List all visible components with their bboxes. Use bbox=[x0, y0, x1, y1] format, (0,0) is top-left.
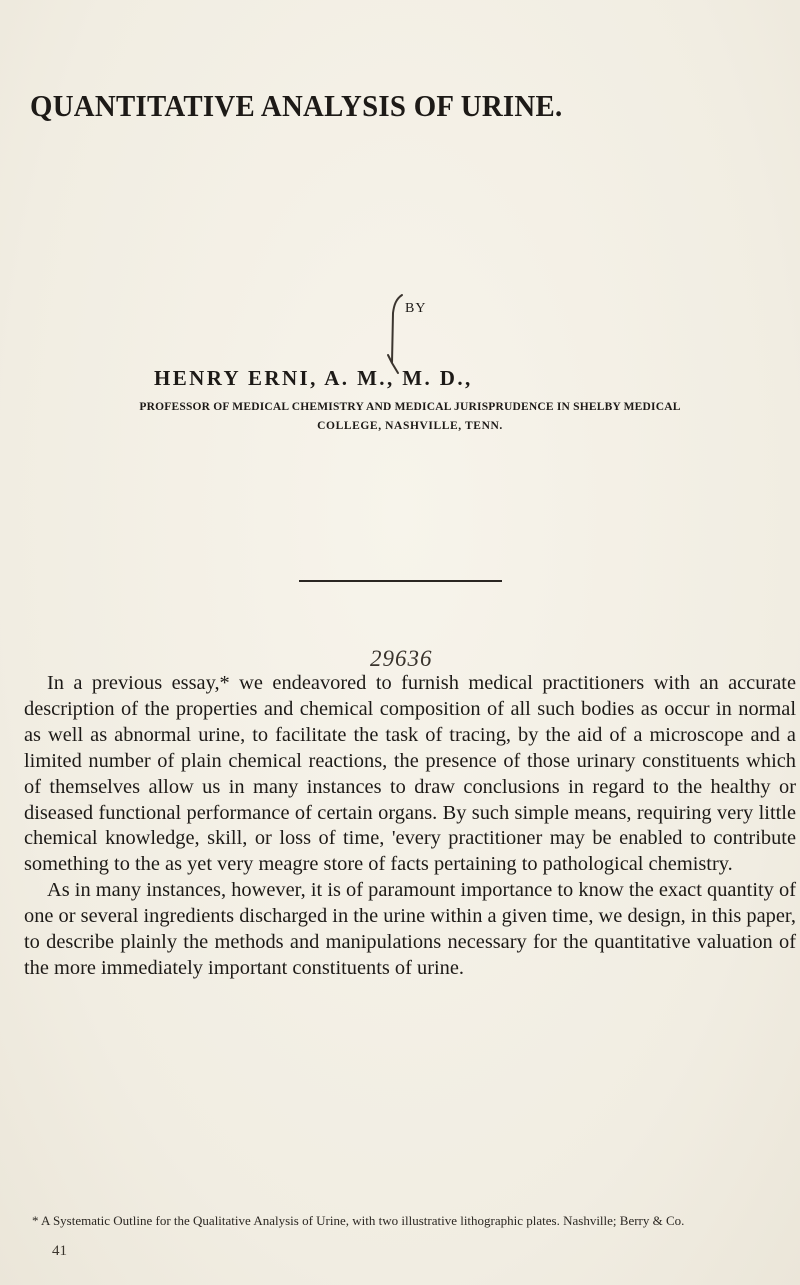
page-title: QUANTITATIVE ANALYSIS OF URINE. bbox=[30, 88, 563, 123]
paragraph-2: As in many instances, however, it is of paramount importance to know the exact quantity of one or several ingredients discharged in the urine within a given time, we design, in this paper, to describe plainly the methods and manipulations necessary for the quantitative valuation of the more immediately important constituents of urine. bbox=[24, 879, 796, 979]
author-name: HENRY ERNI, A. M., M. D., bbox=[154, 366, 473, 390]
footnote: * A Systematic Outline for the Qualitative Analysis of Urine, with two illustrative lithographic plates. Nashville; Berry & Co. bbox=[32, 1213, 685, 1228]
section-divider bbox=[299, 580, 502, 582]
handwritten-accession-number: 29636 bbox=[370, 646, 433, 671]
byline-label: BY bbox=[405, 301, 427, 316]
author-affiliation-line1: PROFESSOR OF MEDICAL CHEMISTRY AND MEDICAL JURISPRUDENCE IN SHELBY MEDICAL bbox=[139, 401, 681, 413]
body-text bbox=[24, 671, 796, 982]
page-number: 41 bbox=[52, 1243, 67, 1259]
author-affiliation-line2: COLLEGE, NASHVILLE, TENN. bbox=[317, 420, 503, 432]
paragraph-1: In a previous essay,* we endeavored to furnish medical practitioners with an accurate description of the properties and chemical composition of all such bodies as occur in normal as well as abnormal urine, to facilitate the task of tracing, by the aid of a microscope and a limited number of plain chemical reactions, the presence of those urinary constituents which of themselves allow us in many instances to draw conclusions in regard to the healthy or diseased functional performance of certain organs. By such simple means, requiring very little chemical knowledge, skill, or loss of time, 'every practitioner may be enabled to contribute something to the as yet very meagre store of facts pertaining to pathological chemistry. bbox=[24, 672, 796, 876]
